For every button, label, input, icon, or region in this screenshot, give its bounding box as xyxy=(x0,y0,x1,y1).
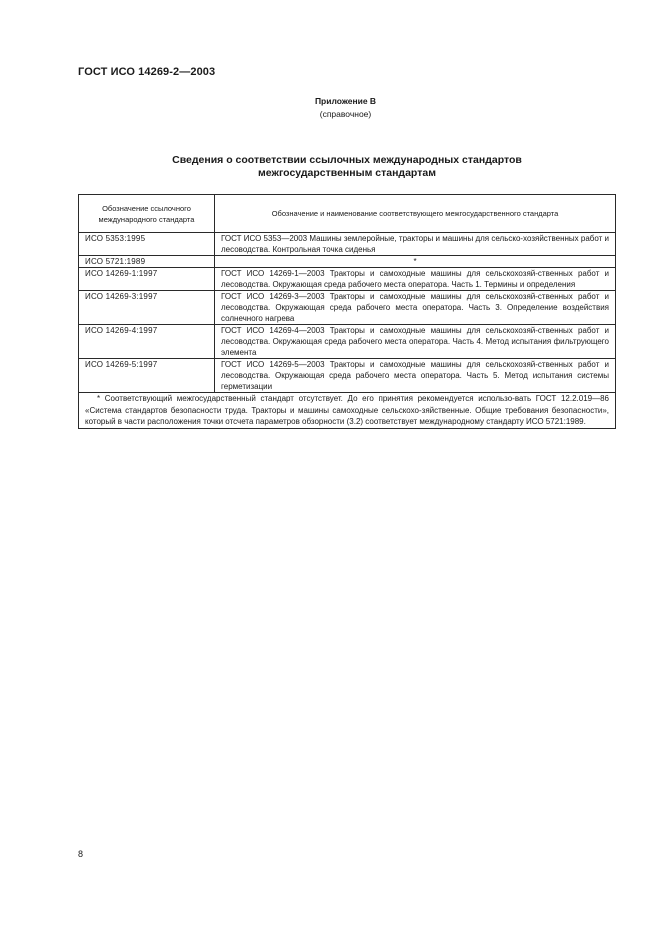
header-interstate-standard: Обозначение и наименование соответствующего межгосударственного стандарта xyxy=(215,195,616,233)
document-code-header: ГОСТ ИСО 14269-2—2003 xyxy=(78,66,216,78)
table-row xyxy=(79,291,616,325)
section-title-line1: Сведения о соответствии ссылочных международных стандартов xyxy=(172,154,522,166)
iso-designation-cell: ИСО 14269-5:1997 xyxy=(79,359,215,393)
header-iso-designation: Обозначение ссылочного международного стандарта xyxy=(79,195,215,233)
page-number: 8 xyxy=(78,849,84,859)
appendix-title: Приложение В xyxy=(314,96,377,106)
interstate-standard-cell: ГОСТ ИСО 14269-5—2003 Тракторы и самоходные машины для сельскохозяй-ственных работ и лесоводства. Окружающая среда рабочего места оператора. Часть 5. Метод испытания системы герметизации xyxy=(215,359,616,393)
section-title xyxy=(78,154,616,180)
section-title-line2: межгосударственным стандартам xyxy=(258,167,436,179)
iso-designation-cell: ИСО 5353:1995 xyxy=(79,233,215,256)
interstate-standard-cell: ГОСТ ИСО 14269-3—2003 Тракторы и самоходные машины для сельскохозяй-ственных работ и лесоводства. Окружающая среда рабочего места оператора. Часть 3. Определение воздействия солнечного нагрева xyxy=(215,291,616,325)
table-row xyxy=(79,268,616,291)
table-footnote: * Соответствующий межгосударственный стандарт отсутствует. До его принятия рекомендуется использо-вать ГОСТ 12.2.019—86 «Система стандартов безопасности труда. Тракторы и машины самоходные сельскохо-зяйственные. Общие требования безопасности», который в части расположения точки отсчета параметров обзорности (3.2) соответствует международному стандарту ИСО 5721:1989. xyxy=(79,393,616,429)
table-header-row xyxy=(79,195,616,233)
standards-correspondence-table xyxy=(78,194,616,429)
interstate-standard-cell: ГОСТ ИСО 14269-4—2003 Тракторы и самоходные машины для сельскохозяй-ственных работ и лесоводства. Окружающая среда рабочего места оператора. Часть 4. Метод испытания фильтрующего элемента xyxy=(215,325,616,359)
table-row xyxy=(79,359,616,393)
iso-designation-cell: ИСО 14269-4:1997 xyxy=(79,325,215,359)
table-row xyxy=(79,325,616,359)
iso-designation-cell: ИСО 14269-1:1997 xyxy=(79,268,215,291)
interstate-standard-cell: ГОСТ ИСО 5353—2003 Машины землеройные, тракторы и машины для сельско-хозяйственных работ и лесоводства. Контрольная точка сиденья xyxy=(215,233,616,256)
table-row xyxy=(79,233,616,256)
iso-designation-cell: ИСО 5721:1989 xyxy=(79,256,215,268)
iso-designation-cell: ИСО 14269-3:1997 xyxy=(79,291,215,325)
table-footnote-row xyxy=(79,393,616,429)
appendix-subtitle: (справочное) xyxy=(319,109,372,119)
interstate-standard-cell: * xyxy=(215,256,616,268)
table-row xyxy=(79,256,616,268)
interstate-standard-cell: ГОСТ ИСО 14269-1—2003 Тракторы и самоходные машины для сельскохозяй-ственных работ и лесоводства. Окружающая среда рабочего места оператора. Часть 1. Термины и определения xyxy=(215,268,616,291)
